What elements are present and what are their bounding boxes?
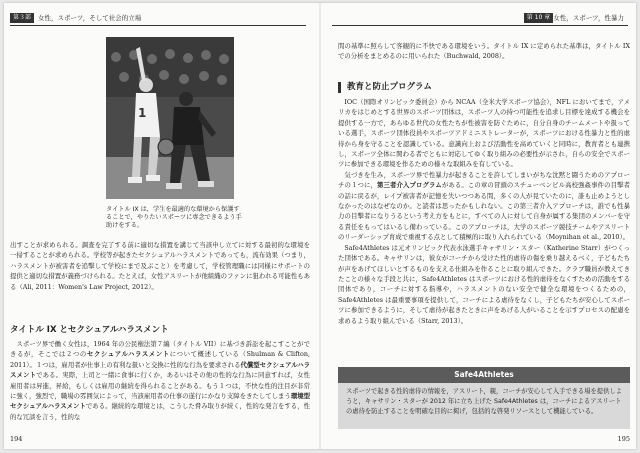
section-heading: 教育と防止プログラム [338, 82, 432, 93]
chapter-title: 女性，スポーツ，性暴力 [553, 14, 624, 22]
book-spread [4, 3, 636, 449]
body-text-left-1 [10, 240, 310, 292]
running-head-right [332, 13, 628, 26]
page-number-left: 194 [10, 435, 23, 443]
term-bold: 環境型セクシュアルハラスメント [10, 392, 311, 411]
part-label: 第３部 [10, 13, 34, 23]
sidebar-text: スポーツで起きる性的虐待の情報を，アスリート，親，コーチが安心して入手できる場を提供しようと，キャサリン・スターが 2012 年に立ち上げた Safe4Athletes は，コーチによるアスリートの虐待を防止することを明確な目的に掲げ，包括的な啓発リソースとして機能している。 [346, 388, 622, 415]
paragraph: Safe4Athletes は元オリンピック代表水泳選手キャサリン・スター（Katherine Starr）がつくった団体である。キャサリンは，彼女がコーチから受けた性的虐待の傷を乗り越えるべく，子どもたちが声をあげてほしいとするものを支える仕組みを作ることに取り組んできた。クラブ職員が教えてきたことの様々な手段と共に，Safe4Athletes はスポーツにおける性的虐待をなくすための活動をする団体であり，コーチに対する指導や，ハラスメントのない安全で健全な環境をつくるための，Safe4Athletes は最重要事項を提供して，コーチによる虐待をなくし，子どもたちが安心してスポーツに参加できるように，そして虐待が起きたときに声をあげる人がいることを示すプロセスの配慮を求めるよう取り組んでいる（Starr, 2013）。 [338, 243, 630, 325]
photo-caption: タイトル IX は，学生を最適的な環境から保護することで，やりたいスポーツに専念できるよう手助けをする。 [106, 206, 242, 229]
sidebar-box [338, 367, 630, 429]
left-page [10, 3, 314, 449]
section-heading: タイトル IX とセクシュアルハラスメント [10, 325, 169, 335]
term-bold: 第三者介入プログラム [377, 181, 442, 190]
running-head-left [10, 13, 306, 26]
right-page [326, 3, 630, 449]
body-text-left-2 [10, 339, 310, 422]
paragraph: 間の基準に照らして客観的に不快である環境をいう。タイトル IX に定められた基準は，タイトル IX での分析をまとめるのに用いられた（Buchwald, 2008）。 [338, 42, 630, 61]
chapter-label: 第 10 章 [524, 13, 553, 23]
term-bold: セクシュアルハラスメント [86, 350, 170, 359]
paragraph: IOC（国際オリンピック委員会）から NCAA（全米大学スポーツ協会），NFL においてまで，アメリカをはじめとする世界のスポーツ団体は，スポーツ人の持つ可能性を追求し目標を達成する機会を提供する一方で，あらゆる世代の女性たちが性被害を防ぐために，自分自身のチームメートや扱っている選手，スポーツ団体役員やスポーツアドミニストレーターが，スポーツにおける性暴力と性的虐待から身を守ることを認識している。意識向上および活動性を高めていくと同時に，教育者とも連携し，スポーツ全体に関わる者でともに対応してゆく取り組みの必要性が示され，自らの安全でスポーツに参加できる環境を作るための様々な取組みを有している。 [338, 98, 630, 169]
body-text-right-main [338, 97, 630, 363]
body-text-right-top [338, 41, 630, 62]
term-bold: 代償型セクシュアルハラスメント [10, 360, 311, 380]
basketball-photo [106, 37, 234, 199]
paragraph: スポーツ界で働く女性は，1964 年の公民権法第７編（タイトル VII）に基づき訴訟を起こすことができるが，そこでは２つのセクシュアルハラスメントについて概述している（Shulman & Clifton, 2011）。１つは，雇用者が仕事上の有利な扱いと交換に性的な行為を要求される代償型セクシュアルハラスメントである。実際，上司と一緒に食事に行くか，あるいはその他の性的な行為に同意すれば，女性雇用者は昇進，昇給，もしくは雇用の継続を得られることがある。もう１つは，不快な性的注目が非常に強く，強烈で，職場の雰囲気によって，当該雇用者の仕事の遂行にかなり支障をきたしてしまう環境型セクシュアルハラスメントである。継続的な環境とは，こうした脅み取りが続く，性的な発言をする，性的な冗談を言う，性的な [10, 340, 311, 421]
sidebar-title: Safe4Athletes [338, 367, 630, 383]
svg-text:1: 1 [138, 106, 147, 120]
paragraph: 出すことが求められる。調査を完了する前に適切な措置を講じて当該申し立てに対する最初的な環境を一掃することが求められる。学校等が起きたセクシュアルハラスメントであっても，流布効果（つまり，ハラスメントが被害者を追撃して学校にまで及ぶこと）を考慮して，学校管理職には同様にサポートの提供と適切な措置が義務づけられる。たとえば，女性アスリートが他組織のファンに狙われる可能性もある（Ali, 2011：Women's Law Project, 2012）。 [10, 241, 310, 291]
paragraph: 気づきを生み，スポーツ界で性暴力が起きることを許してしまいがちな沈黙と闘うためのアプローチの１つに，第三者介入プログラムがある。この章の冒頭のスチューベンビル高校強姦事件の目撃者の話に戻るが，レイプ被害者が記憶を失いつつある間，多くの人が見ていたのに，誰も止めようとしなかったのはなぜなのか。と読者は思ったかもしれない。この第三者介入アプローチは，誰でも性暴力の目撃者になりうるという考え方をもとに，すべての人に対して自身が属する集団のメンバーを守る責任をもってはいるし備わっている。このアプローチは，大学のスポーツ競技チームやアスリートのリーダーシップ育成で重視する点として積極的に取り入れられている（Moynihan et al., 2010）。 [338, 170, 630, 242]
part-title: 女性，スポーツ，そして社会的立場 [38, 14, 142, 22]
gutter [319, 3, 321, 449]
page-number-right: 195 [617, 435, 630, 443]
